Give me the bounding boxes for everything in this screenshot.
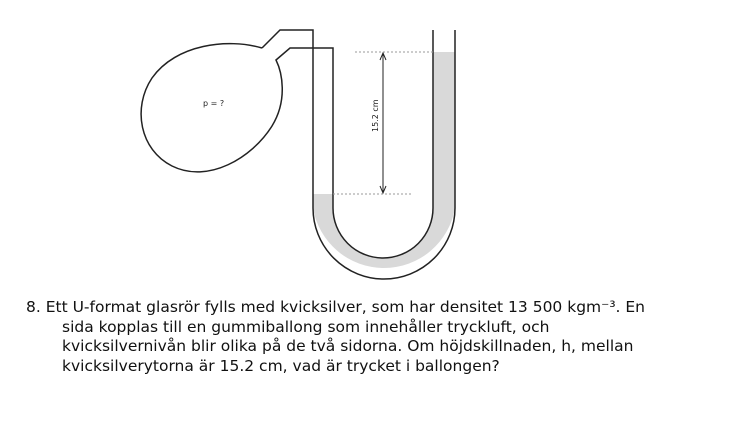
balloon-label: p = ? xyxy=(203,99,225,108)
question-line-2: sida kopplas till en gummiballong som innehåller tryckluft, och xyxy=(62,317,550,336)
question-line-3: kvicksilvernivån blir olika på de två sidorna. Om höjdskillnaden, h, mellan xyxy=(62,337,634,355)
question-line-1: 8. Ett U-format glasrör fylls med kvicksilver, som har densitet 13 500 kgm⁻³. En xyxy=(26,298,646,316)
question-text xyxy=(26,298,726,376)
balloon-outline xyxy=(262,30,305,48)
question-line-4: kvicksilverytorna är 15.2 cm, vad är trycket i ballongen? xyxy=(62,356,500,375)
height-label: 15.2 cm xyxy=(371,99,380,132)
